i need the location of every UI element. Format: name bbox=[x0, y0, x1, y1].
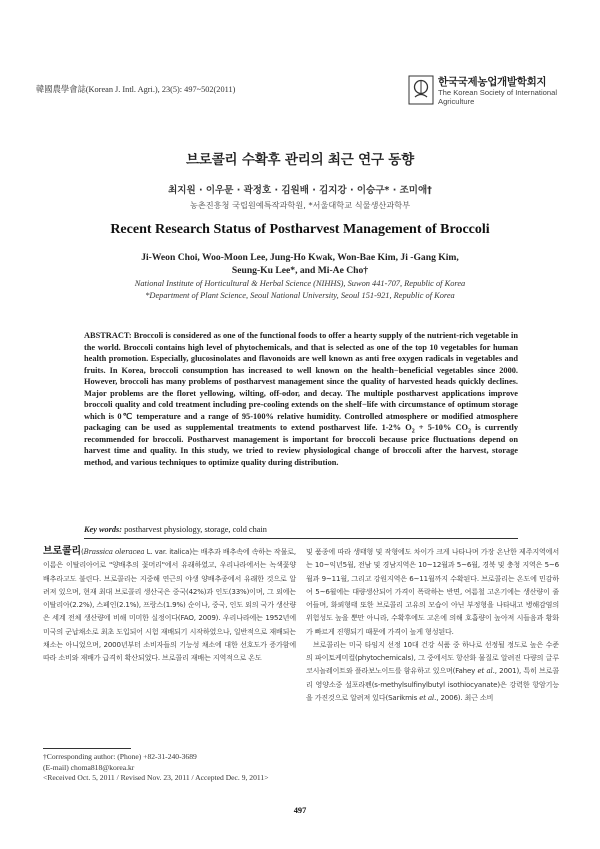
footnote-divider bbox=[43, 748, 131, 749]
footnote-corresponding: †Corresponding author: (Phone) +82-31-240-3689 bbox=[43, 752, 197, 761]
abstract-text-3: is currently recommended for broccoli. Postharvest management is important for broccoli because price fluctuations depend on harvest time and quality. In this study, we tried to review physiological change of broccoli after the harvest, storage method, and various techniques to optimize quality during distribution. bbox=[84, 423, 518, 468]
abstract-subscript-o2: 2 bbox=[411, 429, 415, 436]
scientific-name: Brassica oleracea bbox=[83, 547, 145, 556]
body-paragraph: 및 품종에 따라 생태형 및 작형에도 차이가 크게 나타나며 가장 온난한 제주지역에서는 10~익년5월, 전남 및 경남지역은 10~12월과 5~6월, 경북 및 충청 지역은 5~6월과 9~11월, 그리고 강원지역은 6~11월까지 수확된다. 브로콜리는 온도에 민감하여 5~6월에는 대량생산되어 가격이 폭락하는 반면, 여름철 고온기에는 생산량이 줄어들며, 화뢰형태 또한 브로콜리 고유의 모습이 아닌 부정형을 나타내고 병해감염의 위험성도 높을 뿐만 아니라, 수확후에도 고온에 의해 호흡량이 높아져 시들음과 황화가 빠르게 진행되기 때문에 가격이 높게 형성된다. bbox=[306, 547, 559, 636]
society-name-korean: 한국국제농업개발학회지 bbox=[438, 76, 547, 88]
body-column-right bbox=[306, 545, 559, 704]
society-emblem-icon bbox=[408, 75, 434, 105]
abstract-divider bbox=[84, 538, 518, 539]
footnote bbox=[43, 752, 303, 784]
authors-english-line2: Seung-Ku Lee*, and Mi-Ae Cho† bbox=[231, 264, 369, 276]
society-name-english-line1: The Korean Society of International bbox=[438, 88, 558, 97]
authors-korean: 최지원 · 이우문 · 곽정호 · 김원배 · 김지강 · 이승구* · 조미애† bbox=[168, 185, 432, 196]
footnote-email: (E-mail) choma818@korea.kr bbox=[43, 762, 135, 772]
affiliation-english bbox=[0, 278, 600, 302]
page-number: 497 bbox=[293, 806, 307, 815]
abstract bbox=[84, 330, 518, 469]
lead-word: 브로콜리 bbox=[43, 546, 82, 557]
abstract-text-2: + 5-10% CO bbox=[414, 423, 468, 433]
body-paragraph: 브로콜리는 미국 타임지 선정 10대 건강 식품 중 하나로 선정될 정도로 높은 수준의 파이토케미컬(phytochemicals), 그 중에서도 항산화 물질로 알려진 다량의 글루코시놀레이트와 플라보노이드를 함유하고 있으며(Fahey et al., 2001), 특히 브로콜리 영양소중 설포라펜(s-methylsulfinylbutyl isothiocyanate)은 강력한 항암기능을 가진것으로 알려져 있다(Sarikmis et al., 2006). 최근 소비 bbox=[306, 639, 559, 702]
affiliation-korean: 농촌진흥청 국립원예특작과학원, *서울대학교 식물생산과학부 bbox=[189, 200, 411, 210]
society-name-english-line2: Agriculture bbox=[438, 97, 475, 106]
affiliation-english-line2: *Department of Plant Science, Seoul National University, Seoul 151-921, Republic of Korea bbox=[145, 291, 455, 300]
footnote-dates: <Received Oct. 5, 2011 / Revised Nov. 23, 2011 / Accepted Dec. 9, 2011> bbox=[43, 773, 269, 783]
keywords bbox=[84, 525, 518, 534]
journal-citation: 韓國農學會誌(Korean J. Intl. Agri.), 23(5): 497~502(2011) bbox=[36, 85, 236, 94]
keywords-label: Key words: bbox=[84, 525, 123, 534]
title-english: Recent Research Status of Postharvest Management of Broccoli bbox=[110, 222, 490, 237]
society-logo bbox=[408, 74, 578, 108]
abstract-subscript-co2: 2 bbox=[467, 429, 471, 436]
keywords-text: postharvest physiology, storage, cold chain bbox=[124, 525, 267, 534]
title-korean: 브로콜리 수확후 관리의 최근 연구 동향 bbox=[186, 152, 414, 168]
authors-english-line1: Ji-Weon Choi, Woo-Moon Lee, Jung-Ho Kwak, Won-Bae Kim, Ji -Gang Kim, bbox=[141, 252, 459, 263]
body-paragraph: 브로콜리(Brassica oleracea L. var. italica)는 배추과 배추속에 속하는 작물로, 이름은 이탈리아어로 "양배추의 꽃머리"에서 유래하였고, 우리나라에서는 녹색꽃양배추라고도 불린다. 브로콜리는 지중해 연근의 야생 양배추종에서 유래한 것으로 알려져 있으며, 현재 최대 브로콜리 생산국은 중국(42%)과 인도(33%)이며, 그 외에는 이탈리아(2.2%), 스페인(2.1%), 프랑스(1.9%) 순이나, 중국, 인도 외의 국가 생산량은 세계 전체 생산량에 비해 미미한 실정이다(FAO, 2009). 우리나라에는 1952년에 미국의 군납채소로 최초 도입되어 시험 재배되기 시작하였으나, 일반적으로 재배되는 채소는 아니었으며, 2000년부터 소비자들의 기능성 채소에 대한 선호도가 증가함에 따라 소비와 재배가 급격히 확산되었다. 브로콜리 재배는 지역적으로 온도 bbox=[43, 546, 296, 662]
body-column-left bbox=[43, 545, 296, 664]
affiliation-english-line1: National Institute of Horticultural & Herbal Science (NIHHS), Suwon 441-707, Republic of Korea bbox=[134, 279, 466, 288]
authors-english bbox=[0, 252, 600, 277]
abstract-text-1: ABSTRACT: Broccoli is considered as one of the functional foods to offer a hearty supply of the nutrient-rich vegetable in the world. Broccoli contains high level of phytochemicals, and that is selected as one of the top 10 vegetables for human health promotion. Especially, glucosinolates and flavonoids are well known as anti free oxygen radicals in vegetables and fruits. In Korea, broccoli consumption has increased to well known on the health−beneficial vegetables since 2000. However, broccoli has many problems of postharvest management since the quality of harvested heads quickly declines. Major problems are the floret yellowing, wilting, off-odor, and decay. The multiple postharvest applications improve broccoli quality and cold treatment including pre-cooling extends on the shelf−life with circumstance of optimum storage which is 0℃ temperature and a range of 95-100% relative humidity. Controlled atmosphere or modified atmosphere packaging can be used as supplemental treatments to extend postharvest life. 1-2% O bbox=[84, 331, 518, 433]
